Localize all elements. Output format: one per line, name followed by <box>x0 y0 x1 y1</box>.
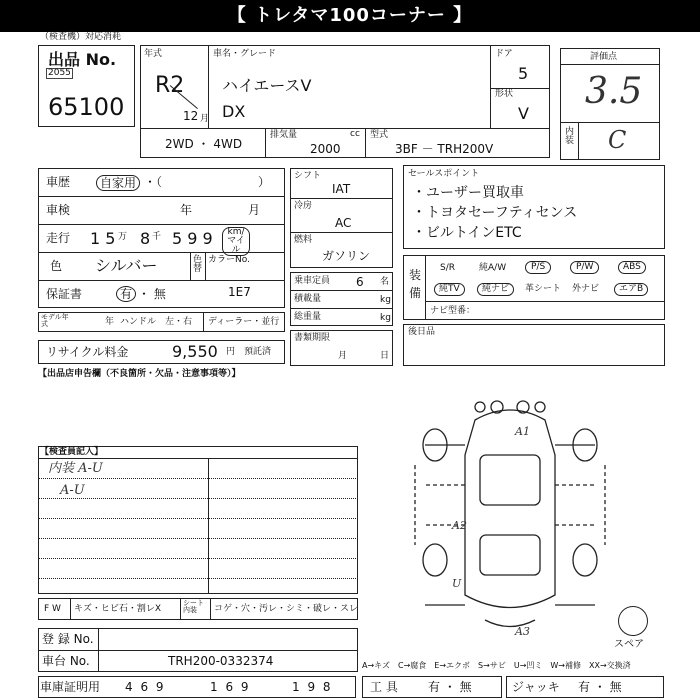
equip-sr: S/R <box>440 263 455 273</box>
weight-unit: kg <box>380 313 391 323</box>
mileage-sen-unit: 千 <box>152 232 162 242</box>
equip-ps: P/S <box>525 261 551 274</box>
after-label: 後日品 <box>408 327 436 337</box>
shape-value: V <box>518 104 529 123</box>
damage-mark-a2: A2 <box>452 519 467 532</box>
fuel-value: ガソリン <box>322 249 371 263</box>
recycle-note: 預託済 <box>244 347 272 357</box>
dealer-option: ディーラー・並行 <box>208 317 280 327</box>
tools-value: 有 ・ 無 <box>428 680 472 694</box>
color-code: 1E7 <box>228 285 251 299</box>
ac-label: 冷房 <box>294 201 313 211</box>
fw-label: F W <box>44 604 61 614</box>
equip-tv: 純TV <box>434 283 465 296</box>
inspector-note-1: 内装 A-U <box>48 461 103 476</box>
tools-label: 工 具 <box>370 680 398 694</box>
lot-label: 出品 No. <box>48 50 117 69</box>
damage-mark-a3: A3 <box>515 625 530 638</box>
mileage-sen: 8 <box>140 229 151 248</box>
model-label: 車名・グレード <box>213 49 277 59</box>
lot-code: 2055 <box>48 68 71 78</box>
notice-label: 【出品店申告欄（不良箇所・欠品・注意事項等）】 <box>38 369 241 379</box>
equip-airbag: エアB <box>614 283 648 296</box>
doc-date-unit: 月 <box>338 351 348 361</box>
damage-legend: A→キズ C→腐食 E→エクボ S→サビ U→凹ミ W→補修 XX→交換済 <box>362 661 631 670</box>
sales-label: セールスポイント <box>408 169 480 179</box>
load-unit: kg <box>380 295 391 305</box>
warranty-label: 保証書 <box>46 287 83 301</box>
color-code-label: カラーNo. <box>208 255 250 265</box>
displacement-label: 排気量 <box>270 130 298 140</box>
load-label: 積載量 <box>294 294 322 304</box>
shift-label: シフト <box>294 171 322 181</box>
header-note: （検査機）対応消耗 <box>40 32 122 42</box>
damage-mark-a1: A1 <box>515 425 530 438</box>
equip-pw: P/W <box>570 261 599 274</box>
ac-value: AC <box>335 216 352 230</box>
damage-mark-u: U <box>452 577 462 590</box>
capacity-value: 6 <box>356 275 364 289</box>
displacement-value: 2000 <box>310 142 341 156</box>
sales-point-2: ・トヨタセーフティセンス <box>412 205 578 221</box>
year-month: 12 <box>183 109 199 123</box>
navi-model-label: ナビ型番： <box>430 306 476 316</box>
jack-value: 有 ・ 無 <box>578 680 622 694</box>
history-rest: ・（ ） <box>144 175 271 189</box>
inspector-label: 【検査員記入】 <box>40 447 104 457</box>
warranty-value: 有 <box>116 286 136 302</box>
door-label: ドア <box>495 49 513 59</box>
history-label: 車歴 <box>46 175 71 189</box>
displacement-unit: cc <box>350 129 360 139</box>
lot-number: 65100 <box>48 93 125 121</box>
sales-point-3: ・ビルトインETC <box>412 225 522 241</box>
history-value: 自家用 <box>96 175 140 191</box>
model-year-label: モデル年式 <box>41 313 69 328</box>
mileage-man-unit: 万 <box>118 232 128 242</box>
handle-option: ハンドル 左・右 <box>120 317 193 327</box>
capacity-label: 乗車定員 <box>294 276 331 286</box>
doc-date-day: 日 <box>380 351 390 361</box>
color-change-label: 色替 <box>193 255 203 274</box>
interior-label: 内装 <box>565 127 575 146</box>
equip-abs: ABS <box>618 261 646 274</box>
cert-height: 1 9 8 <box>292 680 333 694</box>
spare-label: スペア <box>614 639 644 650</box>
door-value: 5 <box>518 64 529 83</box>
shift-value: IAT <box>332 182 351 196</box>
car-damage-diagram <box>405 395 615 638</box>
model-year-unit: 年 <box>105 317 115 327</box>
model-grade: DX <box>222 102 246 121</box>
recycle-value: 9,550 <box>172 342 218 361</box>
warranty-rest: ・ 無 <box>138 287 166 301</box>
seat-text: コゲ・穴・汚レ・シミ・破レ・スレ <box>214 604 359 614</box>
score-label: 評価点 <box>590 52 618 62</box>
spare-tire-icon <box>618 606 648 636</box>
type-value: 3BF － TRH200V <box>395 142 494 156</box>
score-value: 3.5 <box>585 71 643 112</box>
inspection-month-unit: 月 <box>248 203 261 217</box>
color-label: 色 <box>50 259 63 273</box>
inspection-label: 車検 <box>46 203 71 217</box>
mileage-man: 1 5 <box>90 229 116 248</box>
cert-width: 1 6 9 <box>210 680 251 694</box>
year-month-unit: 月 <box>200 114 210 124</box>
title-banner: 【 トレタマ100コーナー 】 <box>0 0 700 32</box>
cert-label: 車庫証明用 <box>40 680 101 694</box>
chassis-label: 車台 No. <box>42 654 90 668</box>
chassis-value: TRH200-0332374 <box>168 654 274 668</box>
equip-ext-navi: 外ナビ <box>572 284 600 294</box>
mileage-rest: 5 9 9 <box>172 229 213 248</box>
cert-length: 4 6 9 <box>125 680 166 694</box>
capacity-unit: 名 <box>380 277 390 287</box>
color-value: シルバー <box>95 256 158 275</box>
shape-label: 形状 <box>495 89 514 99</box>
inspection-year-unit: 年 <box>180 203 193 217</box>
inspector-note-2: A-U <box>60 483 85 498</box>
equipment-label: 装備 <box>409 268 422 300</box>
model-name: ハイエースV <box>222 76 312 95</box>
recycle-unit: 円 <box>226 347 236 357</box>
type-label: 型式 <box>370 130 389 140</box>
drive-label: 2WD ・ 4WD <box>165 137 243 151</box>
recycle-label: リサイクル料金 <box>46 345 129 359</box>
reg-label: 登 録 No. <box>42 632 94 646</box>
fw-text: キズ・ヒビ石・割レX <box>74 604 161 614</box>
jack-label: ジャッキ <box>512 680 560 694</box>
mileage-label: 走行 <box>46 231 71 245</box>
after-items-box <box>403 324 665 366</box>
equip-leather: 革シート <box>525 284 562 294</box>
interior-value: C <box>608 126 627 154</box>
fuel-label: 燃料 <box>294 235 313 245</box>
equip-navi: 純ナビ <box>477 283 514 296</box>
mileage-unit: km/マイル <box>222 227 250 256</box>
weight-label: 総重量 <box>294 312 322 322</box>
equip-alloy: 純A/W <box>479 263 507 273</box>
doc-date-label: 書類期限 <box>294 333 331 343</box>
seat-label: シート内装 <box>183 599 204 614</box>
sales-point-1: ・ユーザー買取車 <box>412 185 524 201</box>
year-era: R2 <box>155 73 185 98</box>
year-label: 年式 <box>144 49 163 59</box>
